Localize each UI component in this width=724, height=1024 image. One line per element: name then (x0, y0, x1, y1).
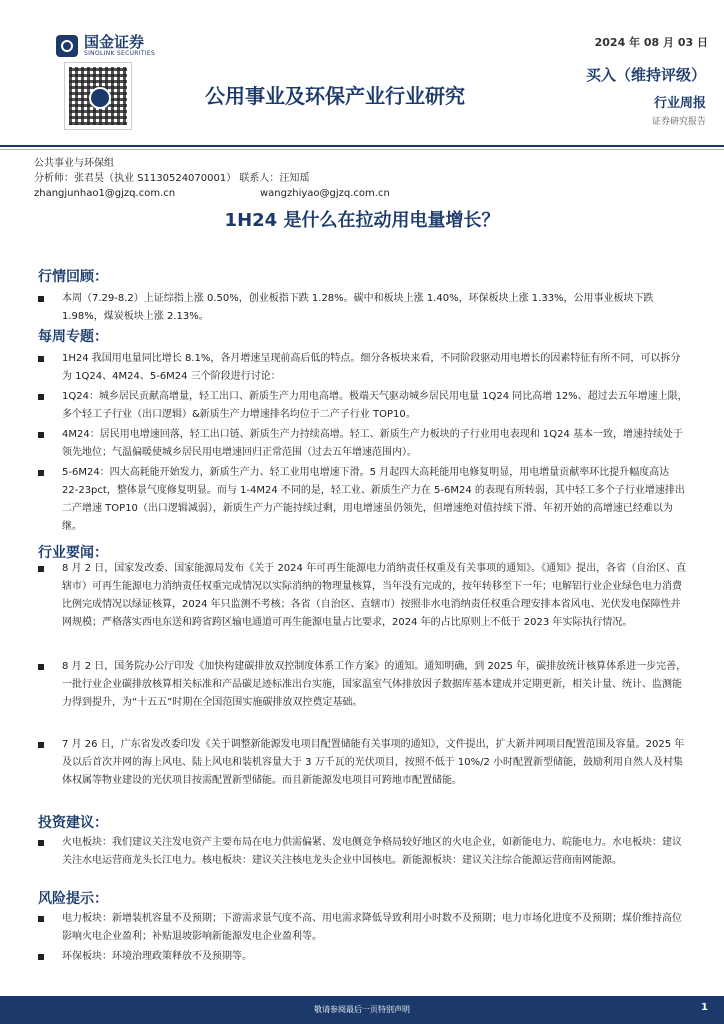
list-item: 8 月 2 日，国务院办公厅印发《加快构建碳排放双控制度体系工作方案》的通知。通知明确，到 2025 年，碳排放统计核算体系进一步完善，一批行业企业碳排放核算相关标准和产品碳足迹标准出台实施，国家温室气体排放因子数据库基本建成并定期更新，相关计量、统计、监测能力得到提升，为“十五五”时期在全国范围实施碳排放双控奠定基础。 (38, 658, 688, 712)
list-item: 电力板块：新增装机容量不及预期；下游需求景气度不高、用电需求降低导致利用小时数不及预期；电力市场化进度不及预期；煤价维持高位影响火电企业盈利；补贴退坡影响新能源发电企业盈利等。 (38, 910, 688, 946)
page-number: 1 (701, 1002, 708, 1013)
footer-disclaimer: 敬请参阅最后一页特别声明 (314, 1005, 410, 1014)
list-item: 4M24：居民用电增速回落，轻工出口链、新质生产力持续高增。轻工、新质生产力板块的子行业用电表现和 1Q24 基本一致，增速持续处于领先地位；气温偏暖使城乡居民用电增速回归正常范围（过去五年增速范围内）。 (38, 426, 688, 462)
section-heading-risk: 风险提示： (38, 891, 108, 907)
list-item: 本周（7.29-8.2）上证综指上涨 0.50%，创业板指下跌 1.28%。碳中和板块上涨 1.40%，环保板块上涨 1.33%，公用事业板块下跌 1.98%，煤炭板块上涨 2.13%。 (38, 290, 688, 326)
list-item: 1H24 我国用电量同比增长 8.1%，各月增速呈现前高后低的特点。细分各板块来看，不同阶段驱动用电增长的因素特征有所不同，可以拆分为 1Q24、4M24、5-6M24 三个阶段进行讨论： (38, 350, 688, 386)
logo-icon (56, 35, 78, 57)
section-heading-weekly: 每周专题： (38, 329, 108, 345)
list-item: 5-6M24：四大高耗能开始发力，新质生产力、轻工业用电增速下滑。5 月起四大高耗能用电修复明显，用电增量贡献率环比提升幅度高达 22-23pct，整体景气度修复明显。而与 1-4M24 不同的是，轻工业、新质生产力在 5-6M24 的表现有所转弱，其中轻工多个子行业增速排出二产增速 TOP10（出口逻辑减弱），新质生产力产能持续过剩，用电增速虽仍领先，但增速绝对值持续下滑、年初开始的高增速已经难以为继。 (38, 464, 688, 536)
rating: 买入（维持评级） (585, 66, 706, 84)
section-heading-advice: 投资建议： (38, 815, 108, 831)
list-item: 8 月 2 日，国家发改委、国家能源局发布《关于 2024 年可再生能源电力消纳责任权重及有关事项的通知》。《通知》提出，各省（自治区、直辖市）可再生能源电力消纳责任权重完成情况以实际消纳的物理量核算，当年没有完成的，按年转移至下一年；电解铝行业企业绿色电力消费比例完成情况以绿证核算，2024 年只监测不考核；各省（自治区、直辖市）按照非水电消纳责任权重合理安排本省风电、光伏发电保障性并网规模；严格落实西电东送和跨省跨区输电通道可再生能源电量占比要求，2024 年的占比原则上不低于 2023 年实际执行情况。 (38, 560, 688, 632)
logo-name-en: SINOLINK SECURITIES (84, 50, 156, 57)
list-item: 1Q24：城乡居民贡献高增量，轻工出口、新质生产力用电高增。极端天气驱动城乡居民用电量 1Q24 同比高增 12%、超过去五年增速上限，多个轻工子行业（出口逻辑）&新质生产力增速排名均位于二产子行业 TOP10。 (38, 388, 688, 424)
section-heading-news: 行业要闻： (38, 545, 108, 561)
brand-logo (56, 34, 155, 57)
header-divider (0, 145, 724, 147)
section-heading-market: 行情回顾： (38, 269, 108, 285)
qr-code-icon (64, 62, 132, 130)
analyst-line: 分析师：张君昊（执业 S1130524070001） 联系人：汪知瑶 (34, 173, 310, 184)
logo-name-cn: 国金证券 (84, 33, 145, 51)
report-type: 行业周报 (653, 96, 706, 111)
report-header (0, 0, 724, 150)
report-subtype: 证券研究报告 (651, 117, 706, 127)
list-item: 7 月 26 日，广东省发改委印发《关于调整新能源发电项目配置储能有关事项的通知》，文件提出，扩大新并网项目配置范围及容量。2025 年及以后首次并网的海上风电、陆上风电和装机容量大于 3 万千瓦的光伏项目，按照不低于 10%/2 小时配置新型储能，鼓励利用自然人及村集体权属等物业建设的光伏项目按需配置新型储能。而且新能源发电项目可跨地市配置储能。 (38, 736, 688, 790)
page-title: 1H24 是什么在拉动用电量增长？ (224, 210, 500, 231)
analyst-email[interactable]: zhangjunhao1@gjzq.com.cn (34, 188, 176, 199)
report-date: 2024 年 08 月 03 日 (594, 36, 708, 49)
list-item: 环保板块：环境治理政策释放不及预期等。 (38, 948, 688, 966)
contact-email[interactable]: wangzhiyao@gjzq.com.cn (260, 188, 390, 199)
analyst-block (34, 156, 390, 201)
analyst-group: 公共事业与环保组 (34, 158, 114, 169)
header-divider-thin (0, 149, 724, 150)
list-item: 火电板块：我们建议关注发电资产主要布局在电力供需偏紧、发电侧竞争格局较好地区的火电企业，如新能电力、皖能电力。水电板块：建议关注水电运营商龙头长江电力。核电板块：建议关注核电龙头企业中国核电。新能源板块：建议关注综合能源运营商南网能源。 (38, 834, 688, 870)
industry-title: 公用事业及环保产业行业研究 (205, 84, 465, 108)
